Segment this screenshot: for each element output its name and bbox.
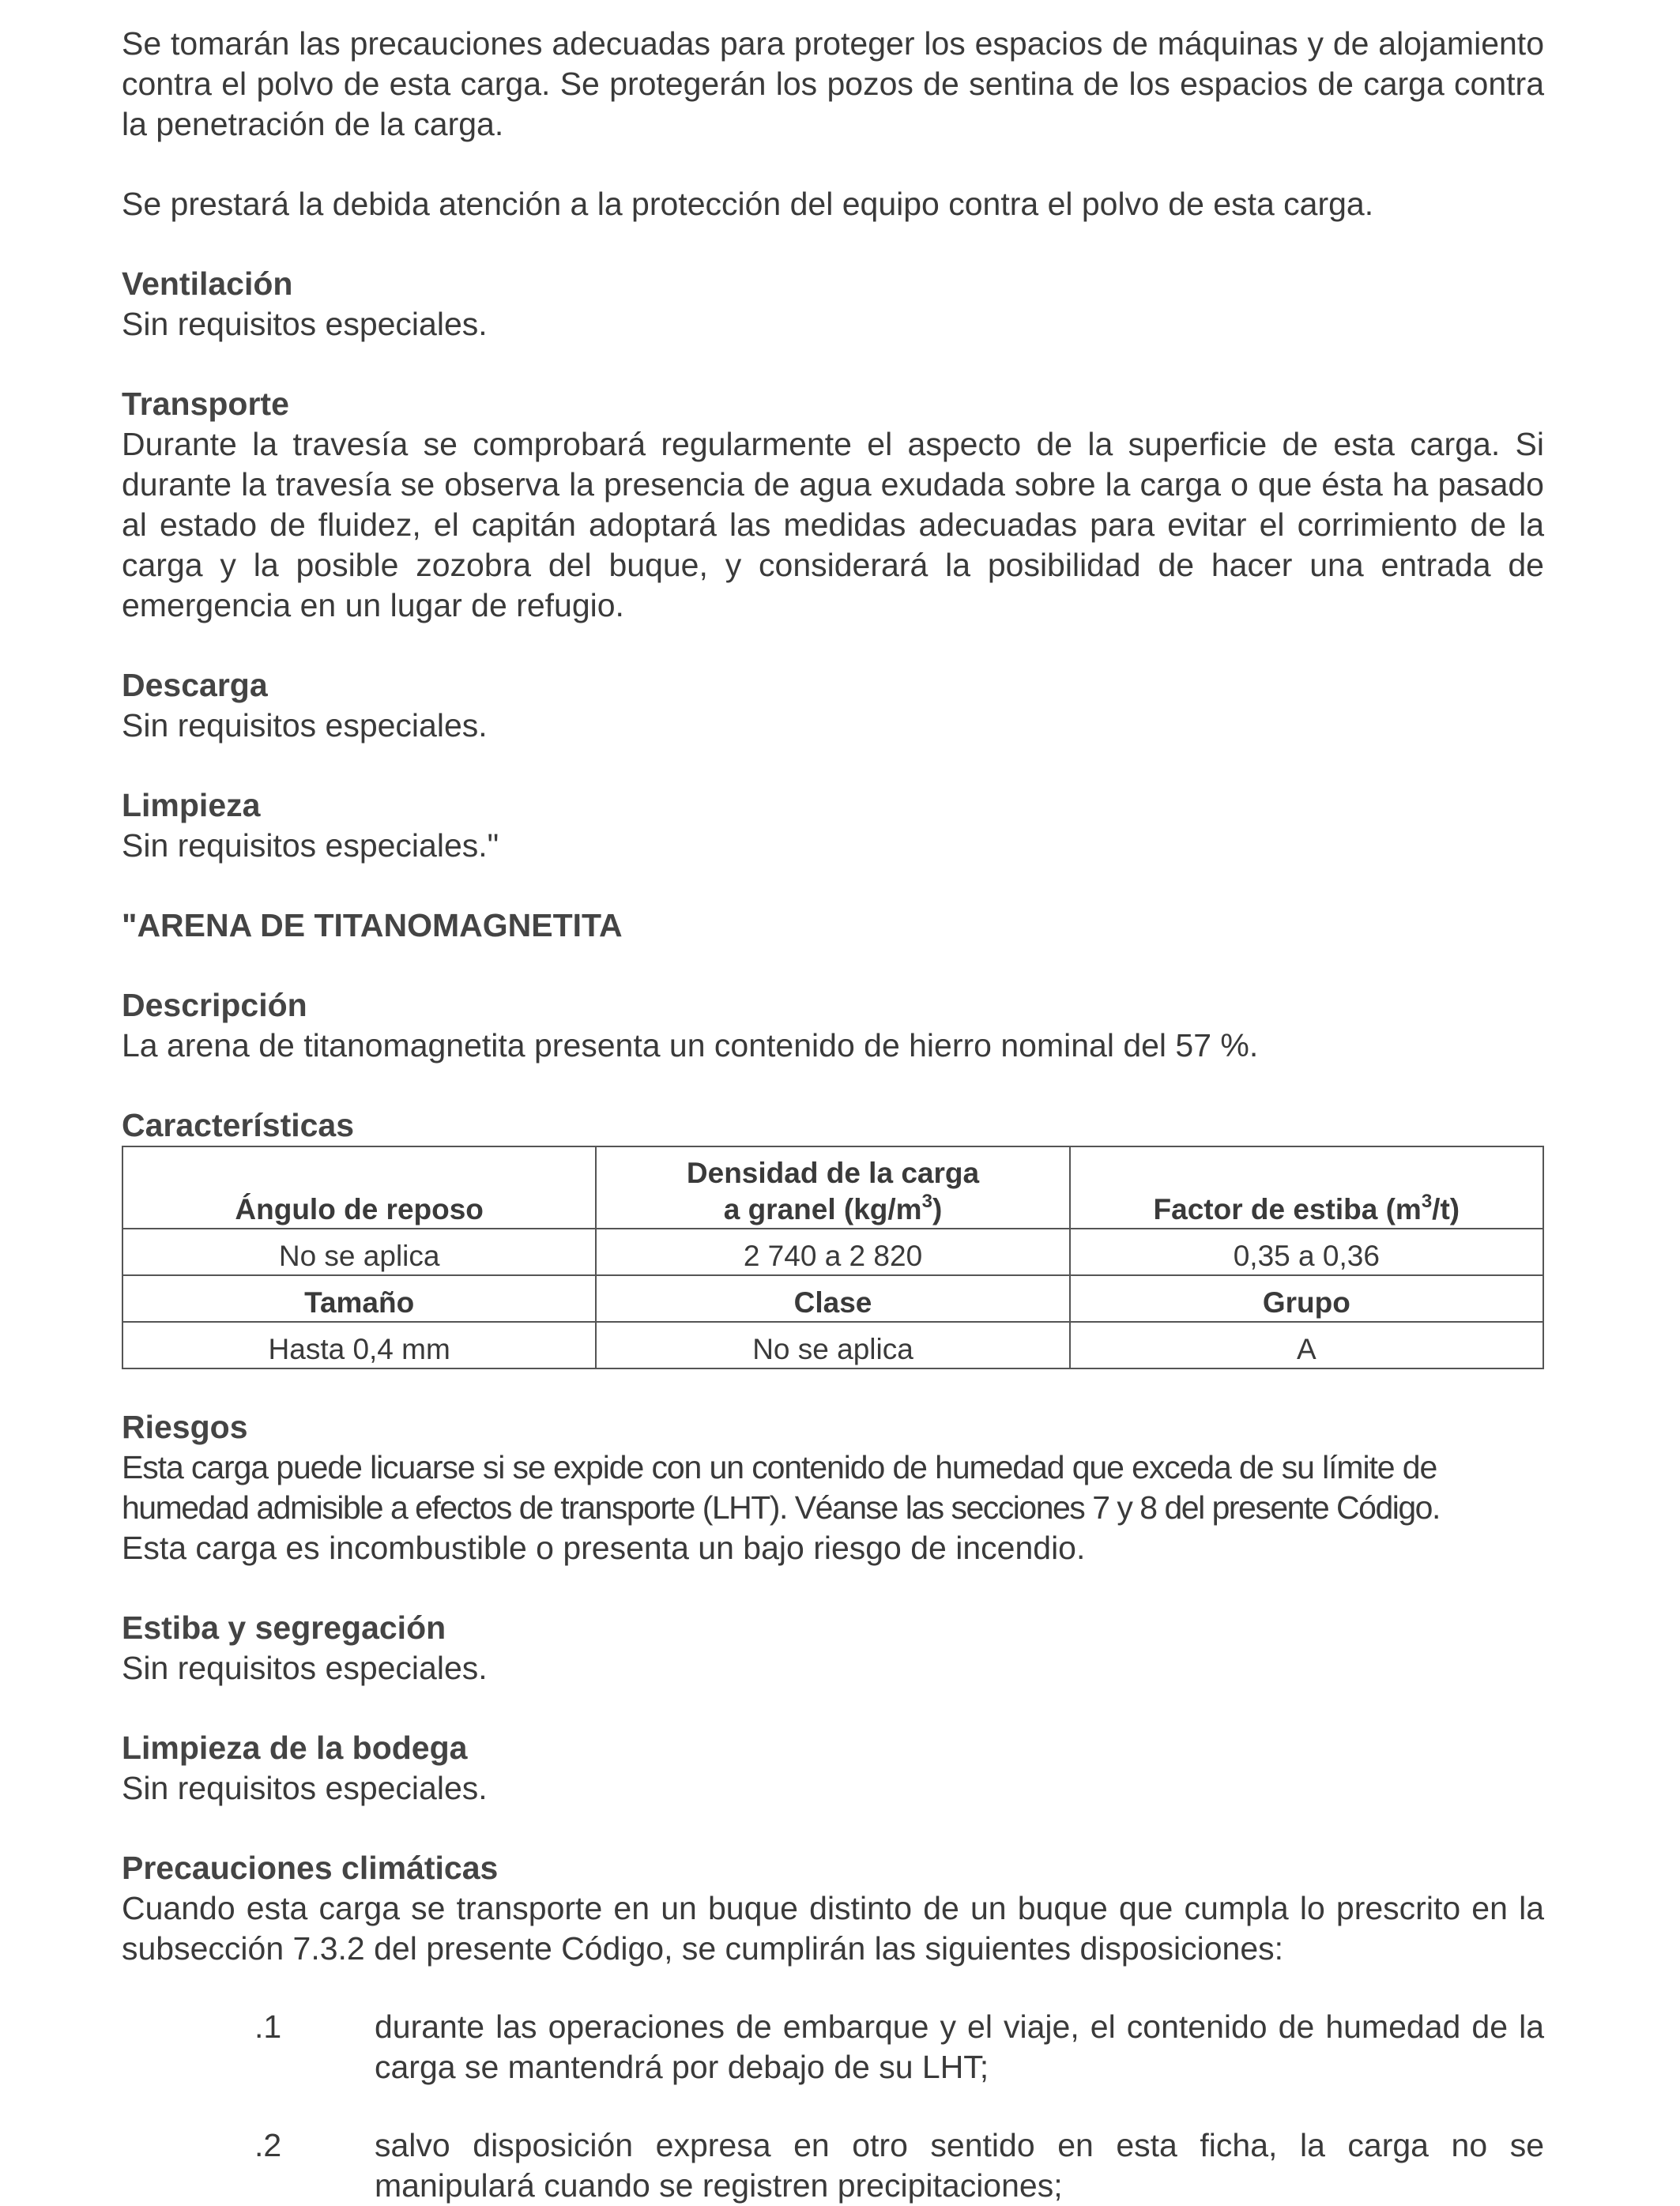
heading-descarga: Descarga [122,667,268,703]
table-cell: No se aplica [596,1322,1069,1368]
table-header-cell: Ángulo de reposo [122,1146,596,1229]
text-limpieza: Sin requisitos especiales." [122,827,499,864]
text-riesgos-line-3: Esta carga es incombustible o presenta un bajo riesgo de incendio. [122,1530,1086,1566]
text-riesgos-line-1: Esta carga puede licuarse si se expide con un contenido de humedad que exceda de su límite de [122,1449,1437,1485]
text-ventilacion: Sin requisitos especiales. [122,306,488,342]
heading-caracteristicas: Características [122,1107,355,1143]
heading-limpieza: Limpieza [122,787,261,823]
heading-riesgos: Riesgos [122,1409,248,1445]
table-header-row [122,1146,1543,1229]
heading-limpieza-bodega: Limpieza de la bodega [122,1730,468,1766]
heading-descripcion: Descripción [122,987,307,1023]
table-cell: A [1070,1322,1543,1368]
table-header-cell: Tamaño [122,1275,596,1322]
characteristics-table [122,1146,1544,1369]
heading-estiba: Estiba y segregación [122,1609,446,1646]
text-limpieza-bodega: Sin requisitos especiales. [122,1770,488,1806]
text-precauciones: Cuando esta carga se transporte en un buque distinto de un buque que cumpla lo prescrito en la subsección 7.3.2 del presente Código, se cumplirán las siguientes disposiciones: [122,1890,1544,1967]
list-item-number: .1 [254,2008,282,2045]
table-cell: No se aplica [122,1229,596,1275]
text-riesgos-line-2: humedad admisible a efectos de transporte (LHT). Véanse las secciones 7 y 8 del presente Código. [122,1489,1440,1526]
list-item-text: durante las operaciones de embarque y el viaje, el contenido de humedad de la carga se mantendrá por debajo de su LHT; [375,2008,1544,2085]
intro-paragraph-2: Se prestará la debida atención a la protección del equipo contra el polvo de esta carga. [122,186,1374,222]
heading-precauciones: Precauciones climáticas [122,1850,499,1886]
table-cell: 2 740 a 2 820 [596,1229,1069,1275]
list-item [122,2125,1544,2206]
table-row [122,1322,1543,1368]
table-header-cell: Grupo [1070,1275,1543,1322]
table-cell: Hasta 0,4 mm [122,1322,596,1368]
heading-transporte: Transporte [122,386,289,422]
list-item-text: salvo disposición expresa en otro sentido en esta ficha, la carga no se manipulará cuando se registren precipitaciones; [375,2127,1544,2204]
text-descripcion: La arena de titanomagnetita presenta un contenido de hierro nominal del 57 %. [122,1027,1259,1063]
table-cell: 0,35 a 0,36 [1070,1229,1543,1275]
table-header-cell: Densidad de la carga a granel $(kg/m^3)$ [596,1146,1069,1229]
cargo-title: "ARENA DE TITANOMAGNETITA [122,907,623,943]
table-header-cell: Clase [596,1275,1069,1322]
list-item [122,2007,1544,2087]
list-item-number: .2 [254,2127,282,2163]
table-header-row [122,1275,1543,1322]
text-descarga: Sin requisitos especiales. [122,707,488,743]
text-estiba: Sin requisitos especiales. [122,1650,488,1686]
text-transporte: Durante la travesía se comprobará regularmente el aspecto de la superficie de esta carga. Si durante la travesía se observa la presencia de agua exudada sobre la carga o que ésta ha pasado al estado de fluidez, el capitán adoptará las medidas adecuadas para evitar el corrimiento de la carga y la posible zozobra del buque, y considerará la posibilidad de hacer una entrada de emergencia en un lugar de refugio. [122,426,1544,623]
intro-paragraph-1: Se tomarán las precauciones adecuadas para proteger los espacios de máquinas y de alojamiento contra el polvo de esta carga. Se protegerán los pozos de sentina de los espacios de carga contra la penetración de la carga. [122,25,1544,142]
heading-ventilacion: Ventilación [122,265,293,302]
table-row [122,1229,1543,1275]
table-header-cell: Factor de estiba $(m^3/t)$ [1070,1146,1543,1229]
